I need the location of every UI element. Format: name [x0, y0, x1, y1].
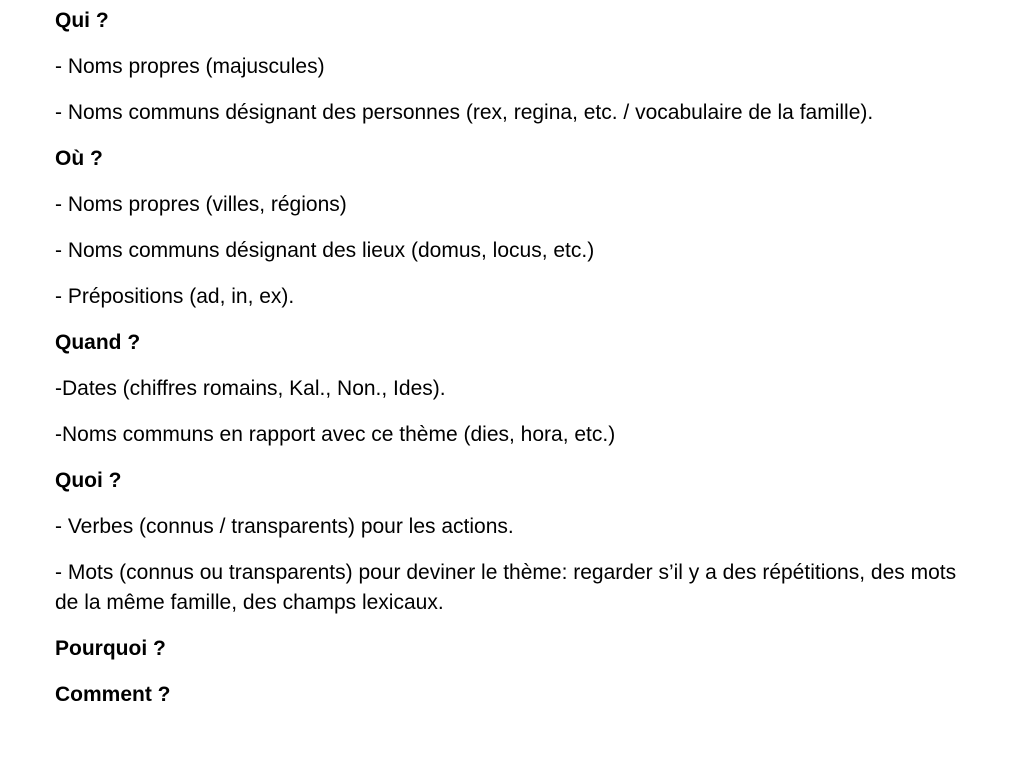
heading-quand: Quand ? [55, 331, 141, 354]
list-item: - Noms propres (majuscules) [55, 55, 325, 78]
list-item: -Noms communs en rapport avec ce thème (dies, hora, etc.) [55, 423, 616, 446]
heading-qui: Qui ? [55, 9, 109, 32]
document-page [55, 6, 975, 726]
list-item: - Noms communs désignant des personnes (rex, regina, etc. / vocabulaire de la famille). [55, 101, 874, 124]
list-item: - Verbes (connus / transparents) pour les actions. [55, 515, 514, 538]
list-item: - Mots (connus ou transparents) pour deviner le thème: regarder s’il y a des répétitions, des mots de la même famille, des champs lexicaux. [55, 561, 957, 614]
heading-quoi: Quoi ? [55, 469, 122, 492]
list-item: - Noms propres (villes, régions) [55, 193, 347, 216]
list-item: - Prépositions (ad, in, ex). [55, 285, 295, 308]
list-item: - Noms communs désignant des lieux (domus, locus, etc.) [55, 239, 595, 262]
heading-ou: Où ? [55, 147, 103, 170]
list-item: -Dates (chiffres romains, Kal., Non., Ides). [55, 377, 446, 400]
heading-comment: Comment ? [55, 683, 171, 706]
heading-pourquoi: Pourquoi ? [55, 637, 166, 660]
